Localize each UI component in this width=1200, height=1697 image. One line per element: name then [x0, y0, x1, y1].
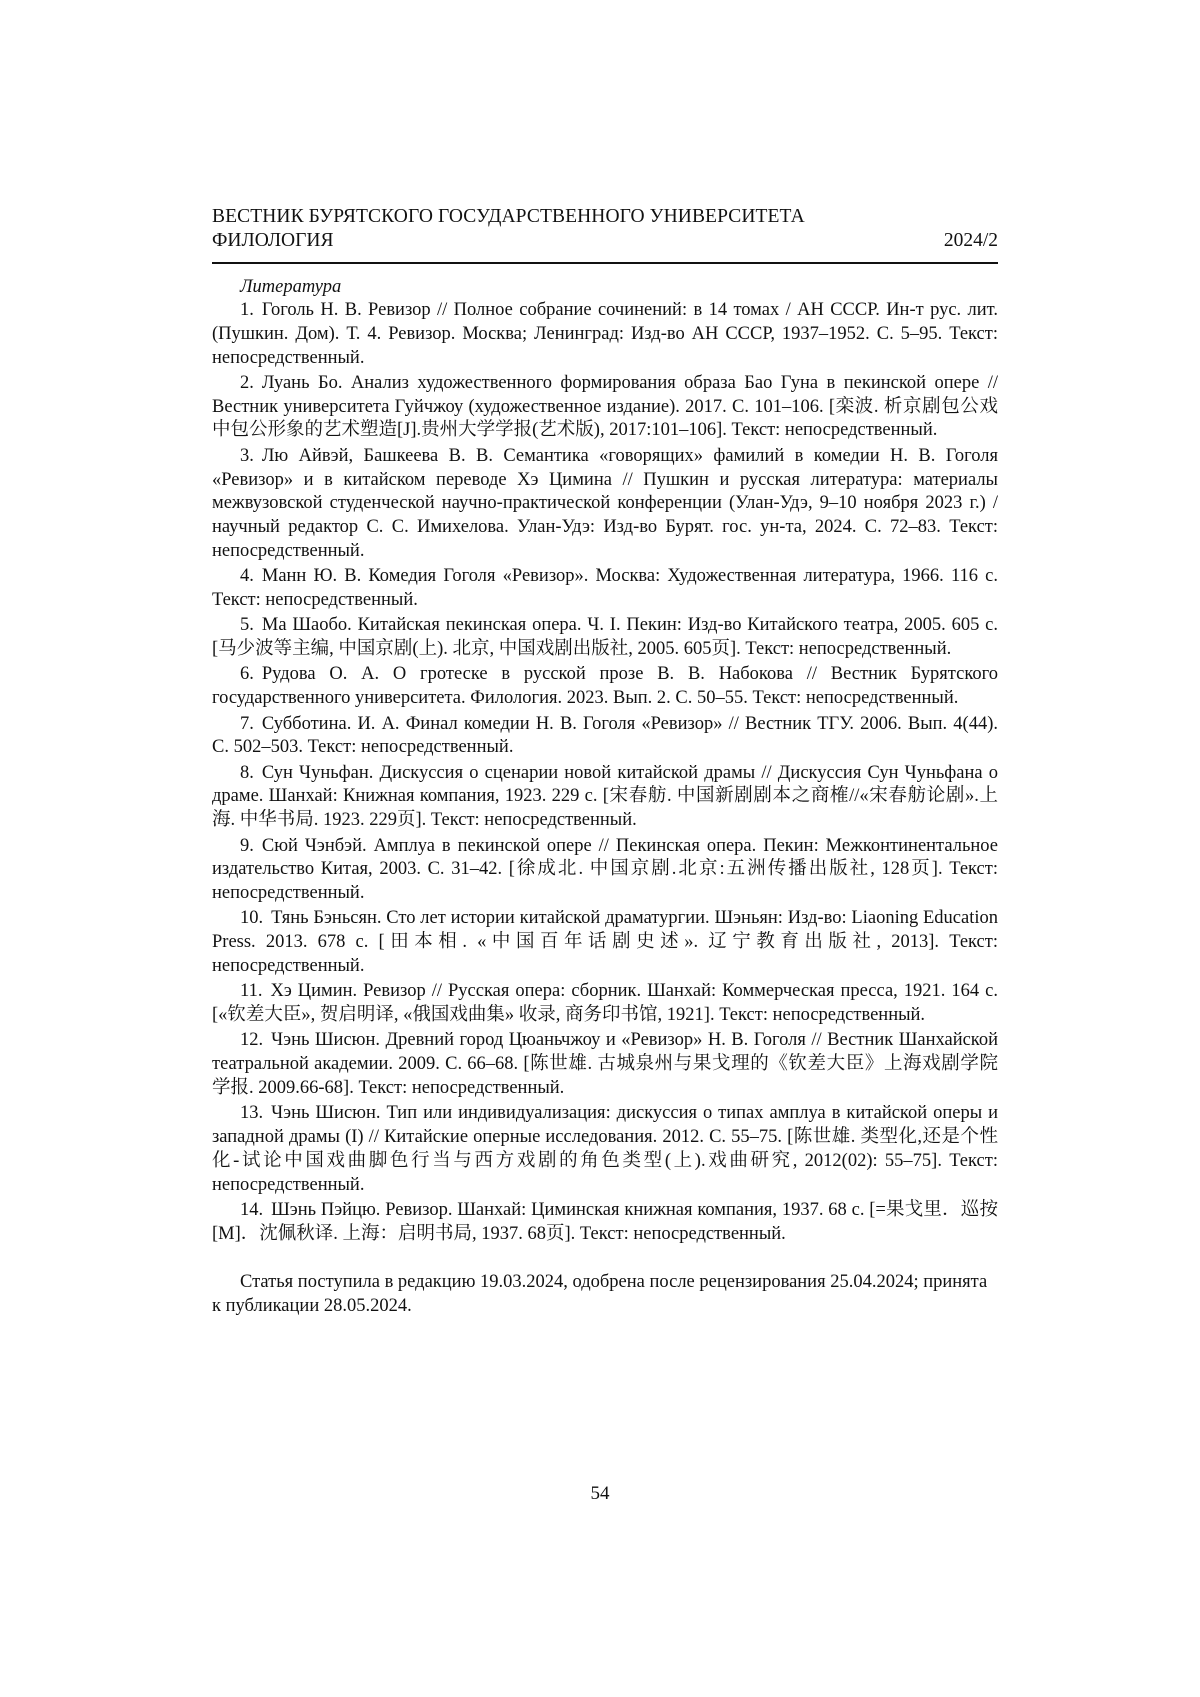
reference-item [212, 1029, 998, 1100]
reference-item [212, 762, 998, 833]
reference-item [212, 299, 998, 370]
reference-text: Чэнь Шисюн. Древний город Цюаньчжоу и «Ревизор» Н. В. Гоголя // Вестник Шанхайской театральной академии. 2009. С. 66–68. [陈世雄. 古城泉州与果戈理的《钦差大臣》上海戏剧学院学报. 2009.66-68]. Текст: непосредственный. [212, 1030, 998, 1098]
references-section [212, 276, 998, 1318]
reference-text: Сюй Чэнбэй. Амплуа в пекинской опере // Пекинская опера. Пекин: Межконтинентальное издательство Китая, 2003. С. 31–42. [徐成北. 中国京剧.北京:五洲传播出版社, 128页]. Текст: непосредственный. [212, 835, 998, 904]
header-rule [212, 262, 998, 264]
reference-text: Шэнь Пэйцю. Ревизор. Шанхай: Циминская книжная компания, 1937. 68 с. [=果戈里．巡按[M]．沈佩秋译. 上海：启明书局, 1937. 68页]. Текст: непосредственный. [212, 1199, 998, 1244]
section-title: ФИЛОЛОГИЯ [212, 230, 334, 251]
reference-item [212, 614, 998, 662]
reference-text: Тянь Бэньсян. Сто лет истории китайской драматургии. Шэньян: Изд-во: Liaoning Education Press. 2013. 678 с. [田本相. «中国百年话剧史述». 辽宁教育出版社, 2013]. Текст: непосредственный. [212, 908, 998, 977]
reference-number: 14. [240, 1199, 264, 1220]
reference-number: 13. [240, 1103, 264, 1124]
reference-item [212, 907, 998, 978]
issue-number: 2024/2 [943, 230, 998, 251]
reference-text: Ма Шаобо. Китайская пекинская опера. Ч. I. Пекин: Изд-во Китайского театра, 2005. 605 с. [马少波等主编, 中国京剧(上). 北京, 中国戏剧出版社, 2005. 605页]. Текст: непосредственный. [212, 615, 998, 660]
reference-item [212, 1102, 998, 1197]
reference-number: 2. [240, 372, 254, 393]
reference-number: 6. [240, 664, 254, 685]
reference-number: 7. [240, 713, 254, 734]
reference-number: 8. [240, 762, 254, 783]
reference-number: 5. [240, 615, 254, 636]
reference-number: 12. [240, 1030, 264, 1051]
reference-item [212, 445, 998, 564]
reference-item [212, 713, 998, 761]
reference-number: 11. [240, 981, 263, 1002]
reference-number: 9. [240, 835, 254, 856]
reference-item [212, 980, 998, 1028]
reference-item [212, 565, 998, 613]
journal-title: ВЕСТНИК БУРЯТСКОГО ГОСУДАРСТВЕННОГО УНИВЕРСИТЕТА [212, 206, 805, 227]
reference-text: Луань Бо. Анализ художественного формирования образа Бао Гуна в пекинской опере // Вестник университета Гуйчжоу (художественное издание). 2017. С. 101–106. [栾波. 析京剧包公戏中包公形象的艺术塑造[J].贵州大学学报(艺术版), 2017:101–106]. Текст: непосредственный. [212, 372, 998, 441]
reference-text: Лю Айвэй, Башкеева В. В. Семантика «говорящих» фамилий в комедии Н. В. Гоголя «Ревизор» и в китайском переводе Хэ Цимина // Пушкин и русская литература: материалы межвузовской студенческой научно-практической конференции (Улан-Удэ, 9–10 ноября 2023 г.) / научный редактор С. С. Имихелова. Улан-Удэ: Изд-во Бурят. гос. ун-та, 2024. С. 72–83. Текст: непосредственный. [212, 445, 998, 561]
submission-note: Статья поступила в редакцию 19.03.2024, одобрена после рецензирования 25.04.2024; принята к публикации 28.05.2024. [212, 1271, 988, 1316]
reference-text: Субботина. И. А. Финал комедии Н. В. Гоголя «Ревизор» // Вестник ТГУ. 2006. Вып. 4(44). С. 502–503. Текст: непосредственный. [212, 713, 998, 758]
reference-number: 10. [240, 908, 264, 929]
reference-item [212, 1199, 998, 1247]
reference-text: Гоголь Н. В. Ревизор // Полное собрание сочинений: в 14 томах / АН СССР. Ин-т рус. лит. (Пушкин. Дом). Т. 4. Ревизор. Москва; Ленинград: Изд-во АН СССР, 1937–1952. С. 5–95. Текст: непосредственный. [212, 300, 998, 368]
reference-number: 3. [240, 445, 254, 466]
reference-text: Манн Ю. В. Комедия Гоголя «Ревизор». Москва: Художественная литература, 1966. 116 с. Текст: непосредственный. [212, 566, 998, 611]
reference-item [212, 835, 998, 906]
references-list [212, 299, 998, 1247]
reference-text: Чэнь Шисюн. Тип или индивидуализация: дискуссия о типах амплуа в китайской оперы и западной драмы (I) // Китайские оперные исследования. 2012. С. 55–75. [陈世雄. 类型化,还是个性化-试论中国戏曲脚色行当与西方戏剧的角色类型(上).戏曲研究, 2012(02): 55–75]. Текст: непосредственный. [212, 1103, 998, 1195]
running-header [212, 205, 998, 253]
reference-number: 1. [240, 300, 254, 320]
reference-text: Рудова О. А. О гротеске в русской прозе В. В. Набокова // Вестник Бурятского государственного университета. Филология. 2023. Вып. 2. С. 50–55. Текст: непосредственный. [212, 664, 998, 709]
reference-text: Хэ Цимин. Ревизор // Русская опера: сборник. Шанхай: Коммерческая пресса, 1921. 164 с. [«钦差大臣», 贺启明译, «俄国戏曲集» 收录, 商务印书馆, 1921]. Текст: непосредственный. [212, 981, 998, 1026]
reference-text: Сун Чуньфан. Дискуссия о сценарии новой китайской драмы // Дискуссия Сун Чуньфана о драме. Шанхай: Книжная компания, 1923. 229 с. [宋春舫. 中国新剧剧本之商榷//«宋春舫论剧».上海. 中华书局. 1923. 229页]. Текст: непосредственный. [212, 762, 998, 831]
reference-item [212, 663, 998, 711]
reference-number: 4. [240, 566, 254, 587]
reference-item [212, 372, 998, 443]
page-number: 54 [590, 1483, 610, 1504]
references-heading: Литература [240, 277, 342, 297]
header-row [212, 229, 998, 253]
